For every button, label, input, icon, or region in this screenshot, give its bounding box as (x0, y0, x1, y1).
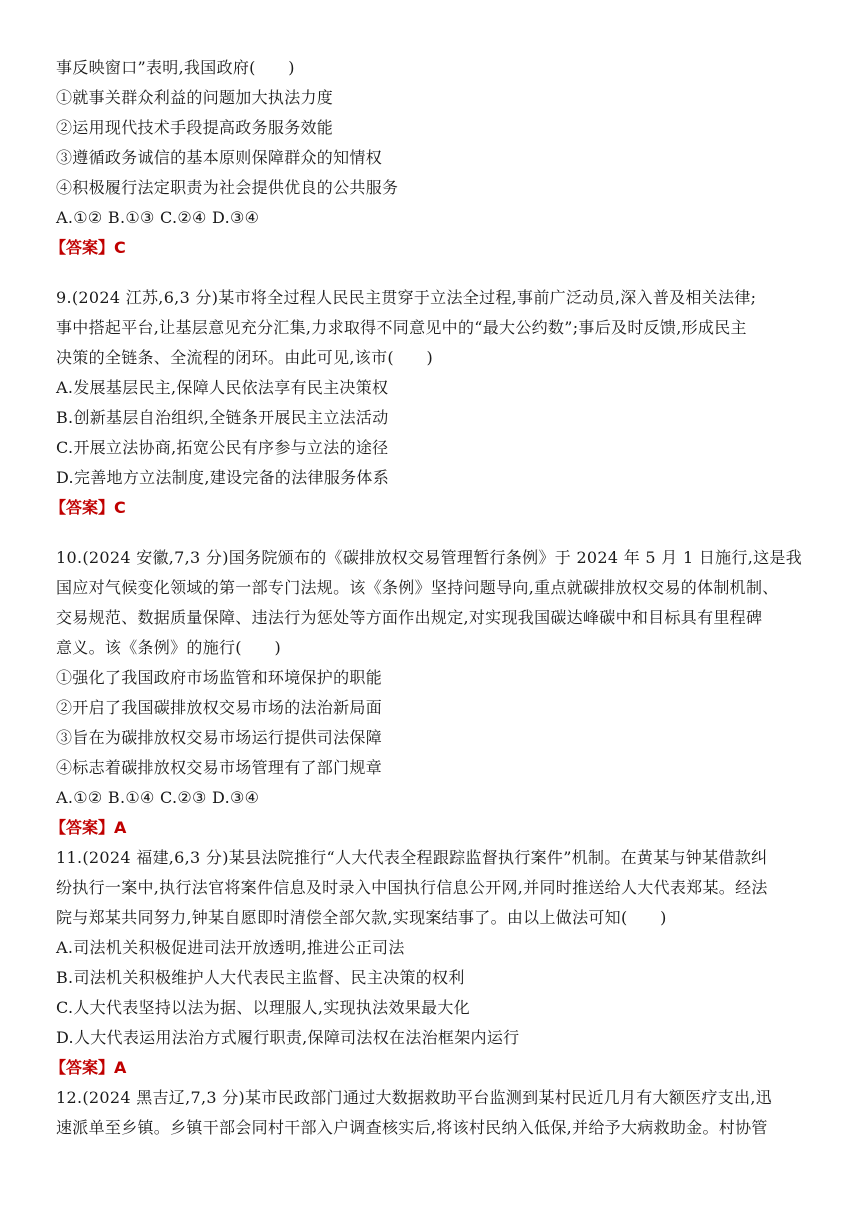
option-line: ④标志着碳排放权交易市场管理有了部门规章 (56, 758, 383, 777)
choices-line: A.①② B.①④ C.②③ D.③④ (56, 788, 260, 807)
option-a: A.司法机关积极促进司法开放透明,推进公正司法 (56, 938, 405, 957)
option-b: B.司法机关积极维护人大代表民主监督、民主决策的权利 (56, 968, 465, 987)
question-stem-line: 意义。该《条例》的施行( ) (56, 638, 281, 657)
document-page (50, 53, 816, 1143)
answer-label: 【答案】A (50, 1058, 127, 1077)
question-stem-line: 10.(2024 安徽,7,3 分)国务院颁布的《碳排放权交易管理暂行条例》于 2024 年 5 月 1 日施行,这是我 (56, 548, 803, 567)
question-9 (50, 283, 816, 523)
question-stem-line: 12.(2024 黑吉辽,7,3 分)某市民政部门通过大数据救助平台监测到某村民近几月有大额医疗支出,迅 (56, 1088, 773, 1107)
question-stem-line: 9.(2024 江苏,6,3 分)某市将全过程人民民主贯穿于立法全过程,事前广泛动员,深入普及相关法律; (56, 288, 757, 307)
question-8 (50, 53, 816, 263)
question-stem-line: 决策的全链条、全流程的闭环。由此可见,该市( ) (56, 348, 434, 367)
question-stem-line: 交易规范、数据质量保障、违法行为惩处等方面作出规定,对实现我国碳达峰碳中和目标具有里程碑 (56, 608, 763, 627)
answer-label: 【答案】A (50, 818, 127, 837)
question-stem-line: 纷执行一案中,执行法官将案件信息及时录入中国执行信息公开网,并同时推送给人大代表郑某。经法 (56, 878, 768, 897)
question-11 (50, 843, 816, 1083)
choices-line: A.①② B.①③ C.②④ D.③④ (56, 208, 260, 227)
question-stem-line: 速派单至乡镇。乡镇干部会同村干部入户调查核实后,将该村民纳入低保,并给予大病救助金。村协管 (56, 1118, 768, 1137)
question-stem-line: 国应对气候变化领域的第一部专门法规。该《条例》坚持问题导向,重点就碳排放权交易的体制机制、 (56, 578, 779, 597)
question-stem-line: 事中搭起平台,让基层意见充分汇集,力求取得不同意见中的“最大公约数”;事后及时反馈,形成民主 (56, 318, 747, 337)
answer-label: 【答案】C (50, 238, 126, 257)
option-line: ①强化了我国政府市场监管和环境保护的职能 (56, 668, 383, 687)
option-c: C.人大代表坚持以法为据、以理服人,实现执法效果最大化 (56, 998, 470, 1017)
option-line: ④积极履行法定职责为社会提供优良的公共服务 (56, 178, 399, 197)
option-line: ①就事关群众利益的问题加大执法力度 (56, 88, 334, 107)
option-b: B.创新基层自治组织,全链条开展民主立法活动 (56, 408, 389, 427)
option-line: ②开启了我国碳排放权交易市场的法治新局面 (56, 698, 383, 717)
question-stem-line: 11.(2024 福建,6,3 分)某县法院推行“人大代表全程跟踪监督执行案件”机制。在黄某与钟某借款纠 (56, 848, 768, 867)
option-c: C.开展立法协商,拓宽公民有序参与立法的途径 (56, 438, 389, 457)
option-line: ③遵循政务诚信的基本原则保障群众的知情权 (56, 148, 383, 167)
option-a: A.发展基层民主,保障人民依法享有民主决策权 (56, 378, 389, 397)
question-stem-line: 事反映窗口”表明,我国政府( ) (56, 58, 295, 77)
option-d: D.人大代表运用法治方式履行职责,保障司法权在法治框架内运行 (56, 1028, 520, 1047)
option-d: D.完善地方立法制度,建设完备的法律服务体系 (56, 468, 390, 487)
question-12 (56, 1083, 816, 1143)
question-10 (50, 543, 816, 843)
question-stem-line: 院与郑某共同努力,钟某自愿即时清偿全部欠款,实现案结事了。由以上做法可知( ) (56, 908, 667, 927)
option-line: ②运用现代技术手段提高政务服务效能 (56, 118, 334, 137)
answer-label: 【答案】C (50, 498, 126, 517)
option-line: ③旨在为碳排放权交易市场运行提供司法保障 (56, 728, 383, 747)
